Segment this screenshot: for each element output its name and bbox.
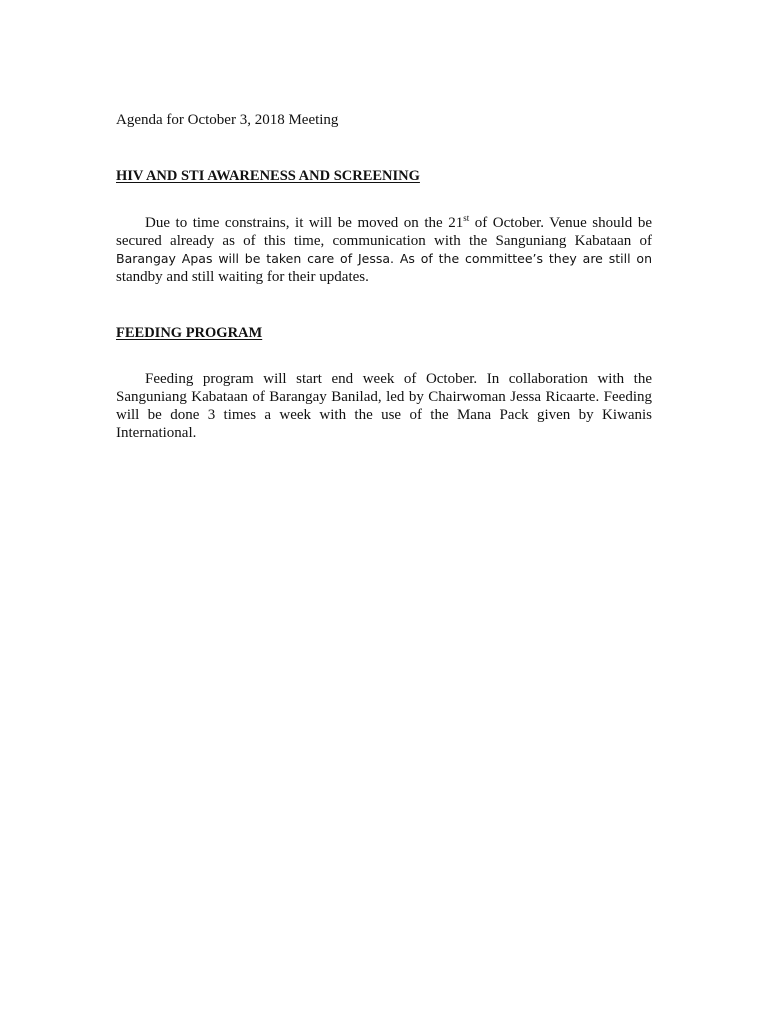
paragraph-text: standby and still waiting for their updates. [116,269,369,285]
section-paragraph-hiv-sti [116,214,652,286]
agenda-title: Agenda for October 3, 2018 Meeting [116,112,339,128]
ordinal-suffix: st [463,213,470,223]
paragraph-text-alt-font: Barangay Apas will be taken care of Jessa. As of the committee’s they are still on [116,251,652,266]
document-body [116,111,652,442]
section-heading-hiv-sti: HIV AND STI AWARENESS AND SCREENING [116,168,420,184]
paragraph-text: of October. Venue should be secured already as of this time, communication with the Sanguniang Kabataan of [116,215,652,249]
section-paragraph-feeding-program: Feeding program will start end week of October. In collaboration with the Sanguniang Kabataan of Barangay Banilad, led by Chairwoman Jessa Ricaarte. Feeding will be done 3 times a week with the use of the Mana Pack given by Kiwanis International. [116,371,652,441]
paragraph-text: Due to time constrains, it will be moved on the 21 [145,215,464,231]
section-heading-feeding-program: FEEDING PROGRAM [116,325,263,341]
